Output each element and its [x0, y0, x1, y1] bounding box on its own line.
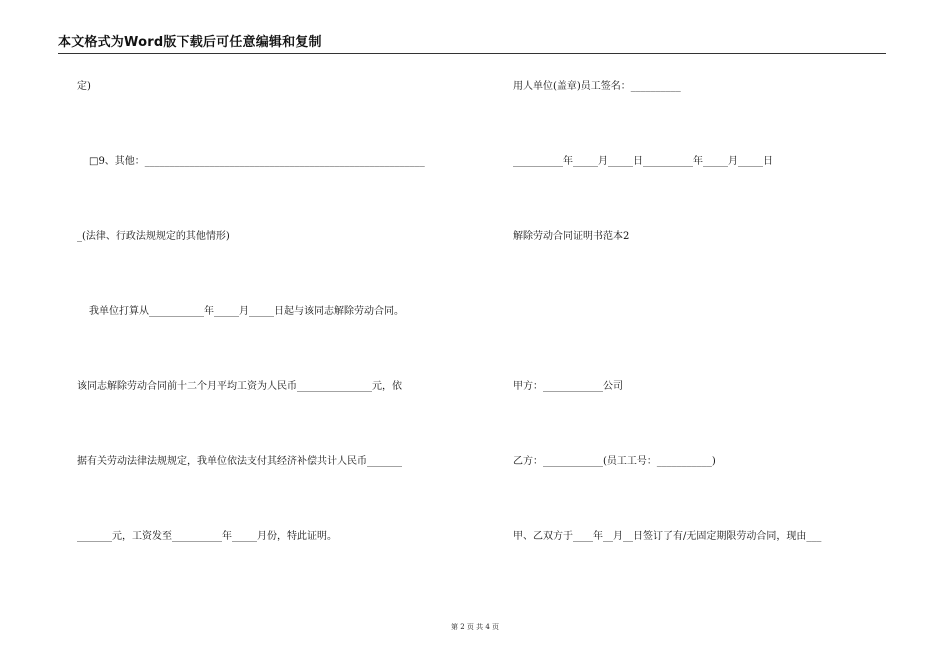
header-title: 本文格式为Word版下载后可任意编辑和复制 — [58, 35, 322, 50]
left-line-3: _(法律、行政法规规定的其他情形) — [77, 231, 230, 242]
right-line-3: 解除劳动合同证明书范本2 — [513, 231, 630, 242]
left-line-4: 我单位打算从___________年_____月_____日起与该同志解除劳动合同。 — [89, 306, 404, 317]
page-header — [58, 35, 886, 54]
right-line-1: 用人单位(盖章)员工签名：__________ — [513, 81, 681, 92]
left-line-6: 据有关劳动法律法规规定，我单位依法支付其经济补偿共计人民币_______ — [77, 456, 402, 467]
left-line-1: 定) — [77, 81, 91, 92]
right-line-5: 乙方：____________(员工工号：___________) — [513, 456, 716, 467]
right-line-6: 甲、乙双方于____年__月__日签订了有/无固定期限劳动合同，现由___ — [513, 531, 822, 542]
left-line-5: 该同志解除劳动合同前十二个月平均工资为人民币_______________元，依 — [77, 381, 402, 392]
right-line-2: __________年_____月_____日__________年_____月_____日 — [513, 156, 773, 167]
right-line-4: 甲方：____________公司 — [513, 381, 623, 392]
left-line-2: □9、其他：________________________________________________________ — [89, 156, 425, 167]
page-footer: 第 2 页 共 4 页 — [450, 623, 500, 631]
left-line-7: _______元，工资发至__________年_____月份，特此证明。 — [77, 531, 337, 542]
